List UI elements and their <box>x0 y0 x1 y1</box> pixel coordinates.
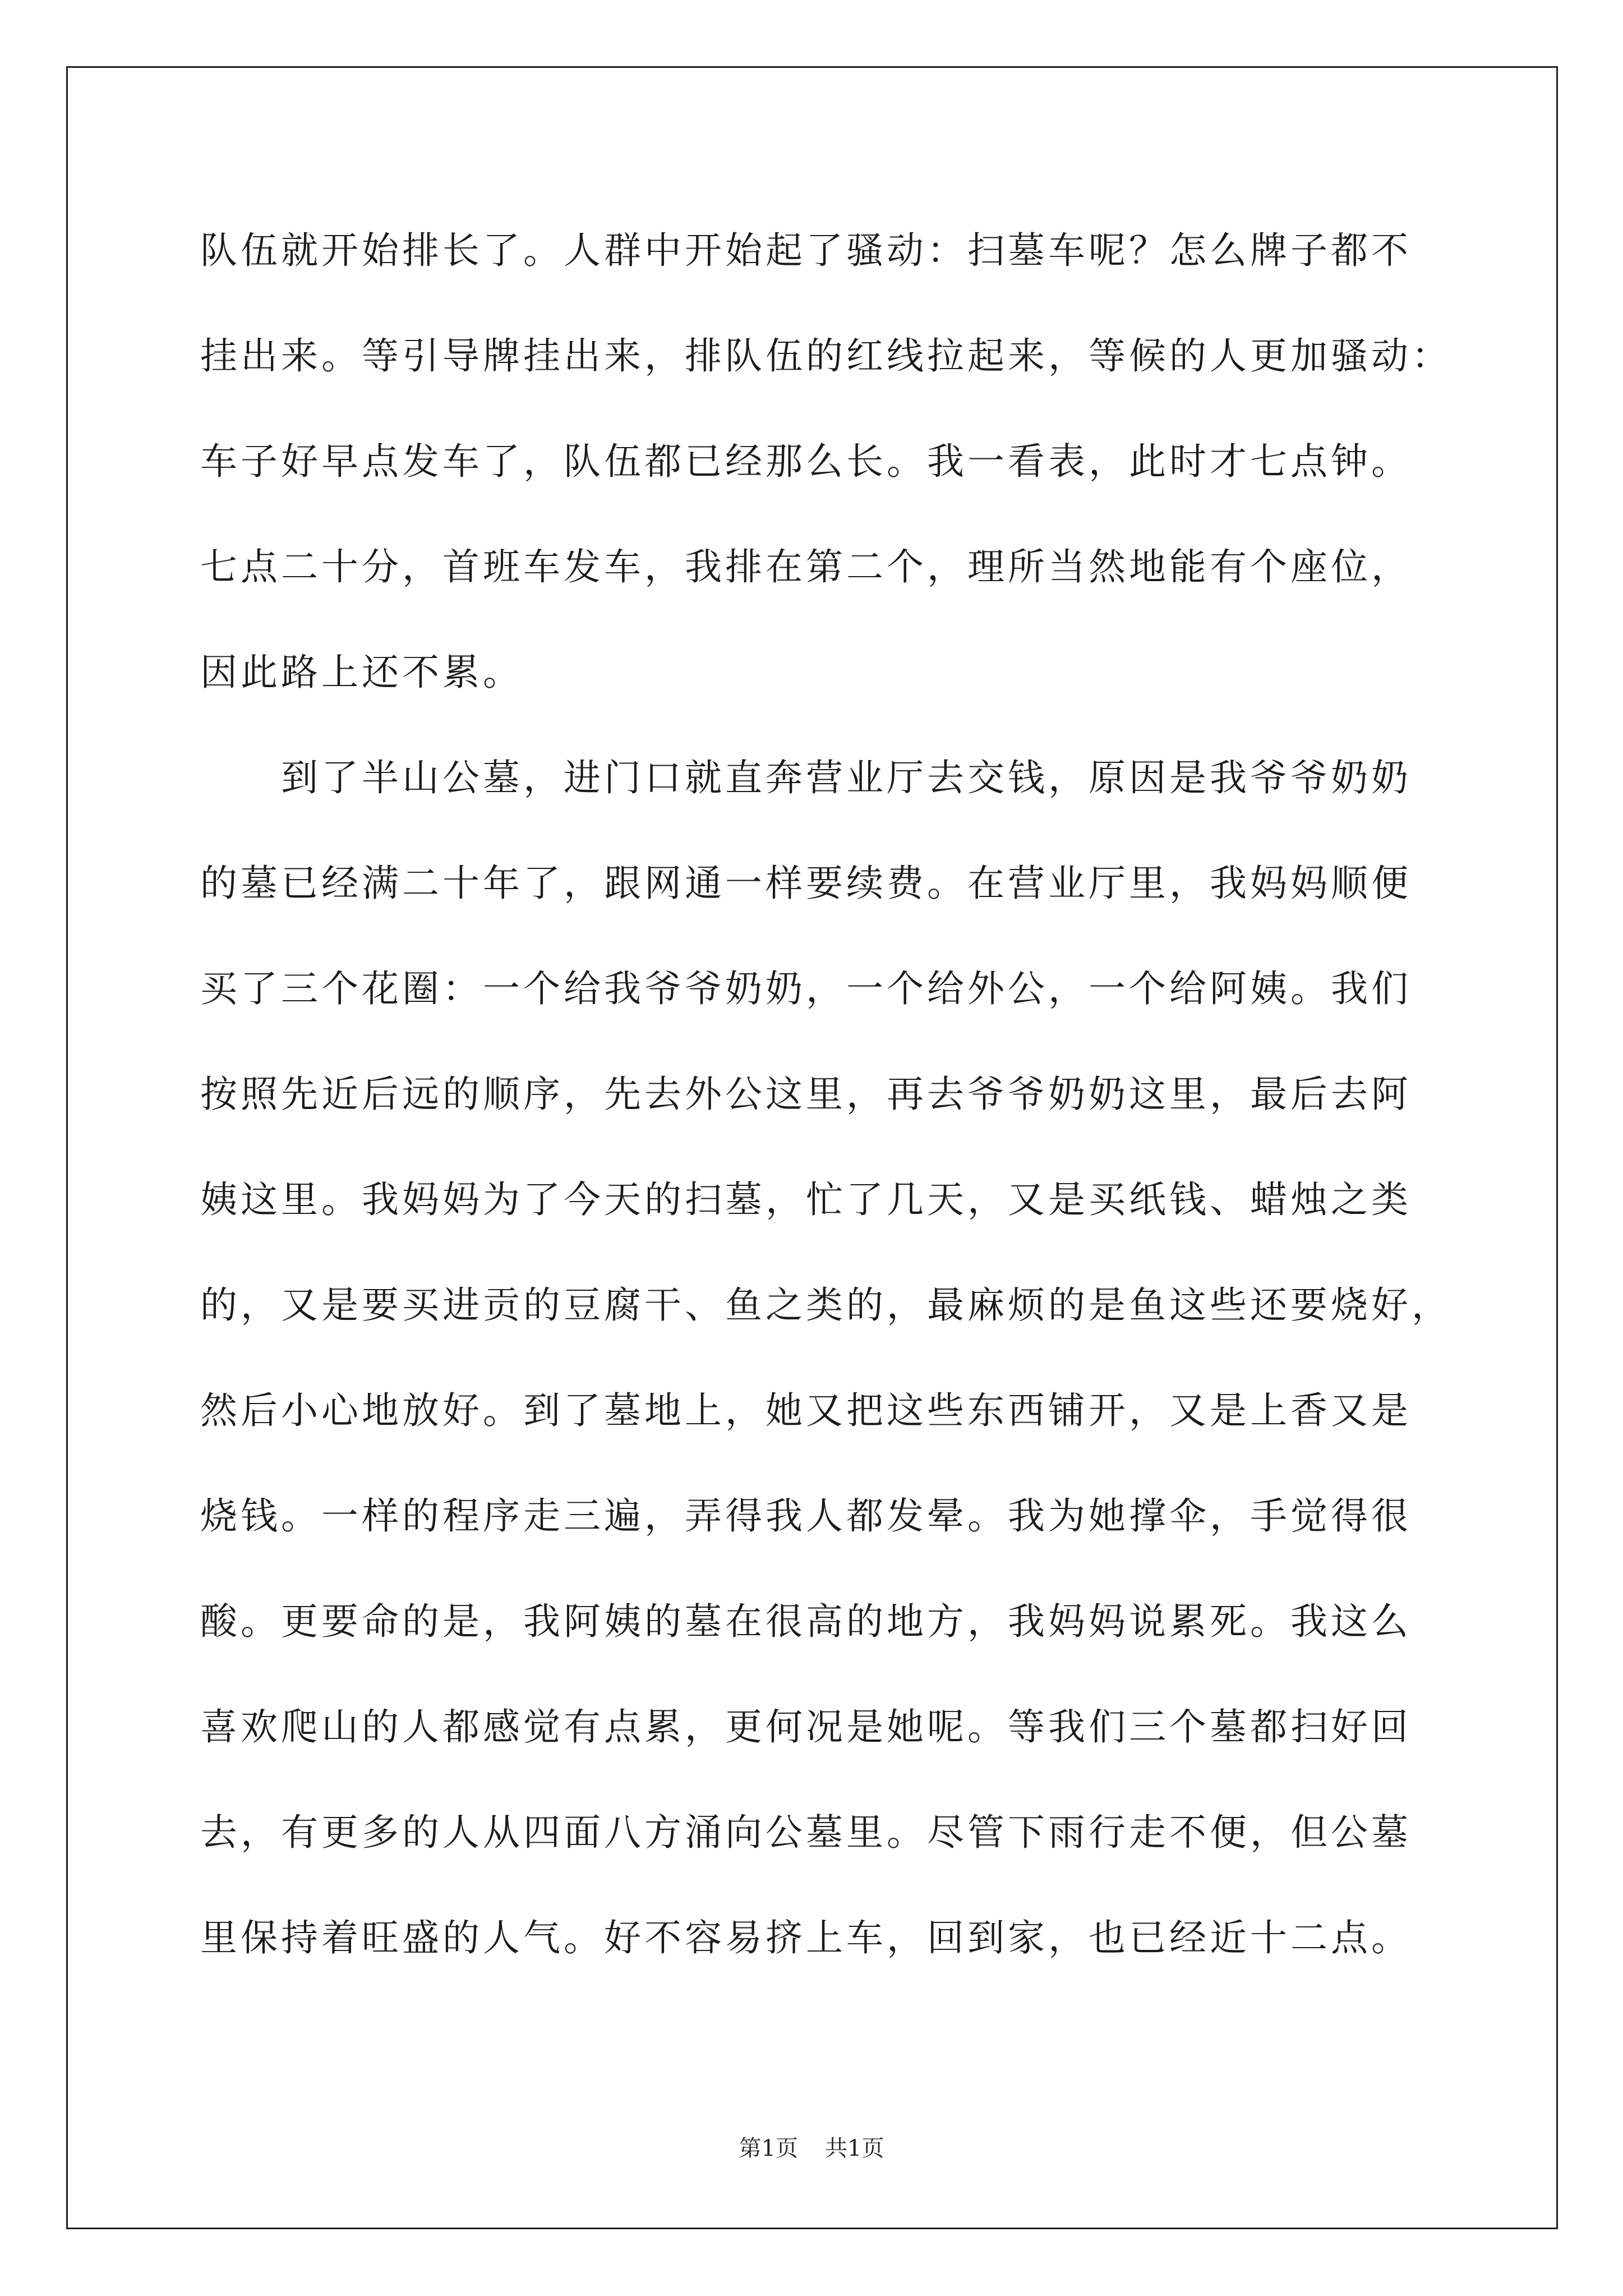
text-line: 烧钱。一样的程序走三遍，弄得我人都发晕。我为她撑伞，手觉得很 <box>200 1494 1412 1538</box>
page-footer <box>0 2137 1623 2160</box>
page-border <box>66 66 1558 2229</box>
text-line: 买了三个花圈：一个给我爷爷奶奶，一个给外公，一个给阿姨。我们 <box>200 967 1412 1010</box>
text-line: 因此路上还不累。 <box>200 651 523 694</box>
text-line: 去，有更多的人从四面八方涌向公墓里。尽管下雨行走不便，但公墓 <box>200 1811 1412 1854</box>
page-number-current: 第1页 <box>739 2136 798 2161</box>
text-line: 按照先近后远的顺序，先去外公这里，再去爷爷奶奶这里，最后去阿 <box>200 1073 1412 1116</box>
text-line: 酸。更要命的是，我阿姨的墓在很高的地方，我妈妈说累死。我这么 <box>200 1600 1412 1643</box>
text-line: 然后小心地放好。到了墓地上，她又把这些东西铺开，又是上香又是 <box>200 1389 1412 1432</box>
text-line: 姨这里。我妈妈为了今天的扫墓，忙了几天，又是买纸钱、蜡烛之类 <box>200 1178 1412 1221</box>
text-line: 队伍就开始排长了。人群中开始起了骚动：扫墓车呢？怎么牌子都不 <box>200 229 1412 272</box>
text-line: 七点二十分，首班车发车，我排在第二个，理所当然地能有个座位， <box>200 545 1412 588</box>
text-line: 挂出来。等引导牌挂出来，排队伍的红线拉起来，等候的人更加骚动： <box>200 334 1452 378</box>
text-line: 喜欢爬山的人都感觉有点累，更何况是她呢。等我们三个墓都扫好回 <box>200 1705 1412 1749</box>
text-line: 的墓已经满二十年了，跟网通一样要续费。在营业厅里，我妈妈顺便 <box>200 862 1412 905</box>
text-line: 车子好早点发车了，队伍都已经那么长。我一看表，此时才七点钟。 <box>200 440 1412 483</box>
page-number-total: 共1页 <box>825 2136 884 2161</box>
text-line: 里保持着旺盛的人气。好不容易挤上车，回到家，也已经近十二点。 <box>200 1916 1412 1959</box>
text-line: 的，又是要买进贡的豆腐干、鱼之类的，最麻烦的是鱼这些还要烧好， <box>200 1283 1452 1327</box>
text-line: 到了半山公墓，进门口就直奔营业厅去交钱，原因是我爷爷奶奶 <box>200 756 1412 799</box>
